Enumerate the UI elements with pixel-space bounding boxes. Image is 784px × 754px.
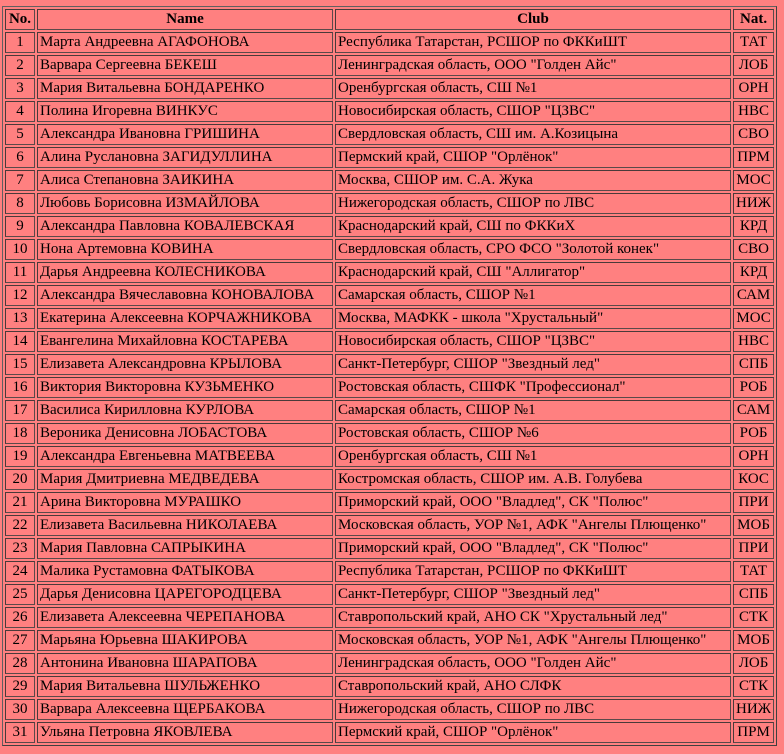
cell-no: 10 bbox=[5, 239, 35, 260]
cell-no: 20 bbox=[5, 469, 35, 490]
cell-club: Москва, МАФКК - школа "Хрустальный" bbox=[335, 308, 731, 329]
table-row bbox=[5, 584, 774, 605]
entries-table bbox=[2, 6, 777, 746]
cell-club: Ставропольский край, АНО СЛФК bbox=[335, 676, 731, 697]
cell-club: Нижегородская область, СШОР по ЛВС bbox=[335, 699, 731, 720]
cell-no: 12 bbox=[5, 285, 35, 306]
cell-no: 5 bbox=[5, 124, 35, 145]
cell-name: Елизавета Александровна КРЫЛОВА bbox=[37, 354, 333, 375]
cell-name: Мария Витальевна БОНДАРЕНКО bbox=[37, 78, 333, 99]
cell-name: Арина Викторовна МУРАШКО bbox=[37, 492, 333, 513]
table-row bbox=[5, 630, 774, 651]
cell-nat: СВО bbox=[733, 239, 774, 260]
cell-name: Дарья Денисовна ЦАРЕГОРОДЦЕВА bbox=[37, 584, 333, 605]
cell-nat: ТАТ bbox=[733, 32, 774, 53]
cell-name: Антонина Ивановна ШАРАПОВА bbox=[37, 653, 333, 674]
cell-no: 18 bbox=[5, 423, 35, 444]
cell-nat: КРД bbox=[733, 262, 774, 283]
cell-no: 31 bbox=[5, 722, 35, 743]
cell-no: 6 bbox=[5, 147, 35, 168]
cell-name: Мария Павловна САПРЫКИНА bbox=[37, 538, 333, 559]
cell-nat: СВО bbox=[733, 124, 774, 145]
cell-no: 21 bbox=[5, 492, 35, 513]
cell-club: Ростовская область, СШОР №6 bbox=[335, 423, 731, 444]
table-row bbox=[5, 515, 774, 536]
table-row bbox=[5, 469, 774, 490]
table-row bbox=[5, 147, 774, 168]
header-club: Club bbox=[335, 9, 731, 30]
cell-name: Елизавета Васильевна НИКОЛАЕВА bbox=[37, 515, 333, 536]
table-row bbox=[5, 492, 774, 513]
table-row bbox=[5, 262, 774, 283]
table-row bbox=[5, 32, 774, 53]
cell-no: 17 bbox=[5, 400, 35, 421]
cell-no: 24 bbox=[5, 561, 35, 582]
cell-club: Санкт-Петербург, СШОР "Звездный лед" bbox=[335, 354, 731, 375]
cell-name: Марьяна Юрьевна ШАКИРОВА bbox=[37, 630, 333, 651]
table-row bbox=[5, 561, 774, 582]
cell-no: 26 bbox=[5, 607, 35, 628]
cell-club: Московская область, УОР №1, АФК "Ангелы Плющенко" bbox=[335, 630, 731, 651]
cell-nat: РОБ bbox=[733, 377, 774, 398]
cell-club: Ростовская область, СШФК "Профессионал" bbox=[335, 377, 731, 398]
cell-name: Варвара Алексеевна ЩЕРБАКОВА bbox=[37, 699, 333, 720]
cell-club: Свердловская область, СРО ФСО "Золотой конек" bbox=[335, 239, 731, 260]
cell-name: Александра Евгеньевна МАТВЕЕВА bbox=[37, 446, 333, 467]
table-row bbox=[5, 676, 774, 697]
cell-nat: ОРН bbox=[733, 78, 774, 99]
cell-no: 9 bbox=[5, 216, 35, 237]
table-row bbox=[5, 653, 774, 674]
cell-club: Новосибирская область, СШОР "ЦЗВС" bbox=[335, 101, 731, 122]
cell-club: Костромская область, СШОР им. А.В. Голубева bbox=[335, 469, 731, 490]
cell-name: Екатерина Алексеевна КОРЧАЖНИКОВА bbox=[37, 308, 333, 329]
cell-no: 15 bbox=[5, 354, 35, 375]
cell-no: 16 bbox=[5, 377, 35, 398]
cell-name: Александра Вячеславовна КОНОВАЛОВА bbox=[37, 285, 333, 306]
table-header-row bbox=[5, 9, 774, 30]
cell-no: 27 bbox=[5, 630, 35, 651]
cell-nat: РОБ bbox=[733, 423, 774, 444]
cell-name: Алина Руслановна ЗАГИДУЛЛИНА bbox=[37, 147, 333, 168]
cell-nat: ПРИ bbox=[733, 538, 774, 559]
cell-nat: СПБ bbox=[733, 584, 774, 605]
cell-club: Самарская область, СШОР №1 bbox=[335, 400, 731, 421]
table-row bbox=[5, 308, 774, 329]
cell-nat: СТК bbox=[733, 607, 774, 628]
cell-name: Любовь Борисовна ИЗМАЙЛОВА bbox=[37, 193, 333, 214]
cell-no: 8 bbox=[5, 193, 35, 214]
cell-name: Виктория Викторовна КУЗЬМЕНКО bbox=[37, 377, 333, 398]
cell-nat: НВС bbox=[733, 101, 774, 122]
cell-club: Москва, СШОР им. С.А. Жука bbox=[335, 170, 731, 191]
header-name: Name bbox=[37, 9, 333, 30]
cell-club: Республика Татарстан, РСШОР по ФККиШТ bbox=[335, 32, 731, 53]
cell-club: Свердловская область, СШ им. А.Козицына bbox=[335, 124, 731, 145]
cell-club: Оренбургская область, СШ №1 bbox=[335, 446, 731, 467]
cell-club: Пермский край, СШОР "Орлёнок" bbox=[335, 722, 731, 743]
cell-nat: НВС bbox=[733, 331, 774, 352]
table-row bbox=[5, 78, 774, 99]
table-row bbox=[5, 55, 774, 76]
cell-no: 4 bbox=[5, 101, 35, 122]
table-row bbox=[5, 722, 774, 743]
table-row bbox=[5, 377, 774, 398]
cell-club: Приморский край, ООО "Владлед", СК "Полюс" bbox=[335, 538, 731, 559]
cell-no: 13 bbox=[5, 308, 35, 329]
cell-nat: ПРИ bbox=[733, 492, 774, 513]
cell-club: Приморский край, ООО "Владлед", СК "Полюс" bbox=[335, 492, 731, 513]
cell-nat: САМ bbox=[733, 285, 774, 306]
cell-club: Краснодарский край, СШ "Аллигатор" bbox=[335, 262, 731, 283]
cell-name: Малика Рустамовна ФАТЫКОВА bbox=[37, 561, 333, 582]
cell-name: Алиса Степановна ЗАИКИНА bbox=[37, 170, 333, 191]
cell-club: Пермский край, СШОР "Орлёнок" bbox=[335, 147, 731, 168]
cell-no: 11 bbox=[5, 262, 35, 283]
table-row bbox=[5, 170, 774, 191]
cell-no: 7 bbox=[5, 170, 35, 191]
table-row bbox=[5, 699, 774, 720]
cell-name: Варвара Сергеевна БЕКЕШ bbox=[37, 55, 333, 76]
cell-nat: НИЖ bbox=[733, 699, 774, 720]
cell-name: Марта Андреевна АГАФОНОВА bbox=[37, 32, 333, 53]
cell-name: Александра Павловна КОВАЛЕВСКАЯ bbox=[37, 216, 333, 237]
cell-nat: КРД bbox=[733, 216, 774, 237]
cell-nat: САМ bbox=[733, 400, 774, 421]
cell-no: 22 bbox=[5, 515, 35, 536]
cell-club: Нижегородская область, СШОР по ЛВС bbox=[335, 193, 731, 214]
cell-nat: ТАТ bbox=[733, 561, 774, 582]
cell-no: 2 bbox=[5, 55, 35, 76]
table-row bbox=[5, 354, 774, 375]
cell-nat: КОС bbox=[733, 469, 774, 490]
cell-no: 3 bbox=[5, 78, 35, 99]
header-no: No. bbox=[5, 9, 35, 30]
table-row bbox=[5, 331, 774, 352]
table-row bbox=[5, 101, 774, 122]
cell-nat: МОБ bbox=[733, 515, 774, 536]
table-row bbox=[5, 285, 774, 306]
cell-no: 23 bbox=[5, 538, 35, 559]
cell-name: Александра Ивановна ГРИШИНА bbox=[37, 124, 333, 145]
cell-no: 25 bbox=[5, 584, 35, 605]
cell-name: Елизавета Алексеевна ЧЕРЕПАНОВА bbox=[37, 607, 333, 628]
cell-name: Евангелина Михайловна КОСТАРЕВА bbox=[37, 331, 333, 352]
cell-club: Ставропольский край, АНО СК "Хрустальный лед" bbox=[335, 607, 731, 628]
table-row bbox=[5, 446, 774, 467]
cell-no: 1 bbox=[5, 32, 35, 53]
table-row bbox=[5, 607, 774, 628]
cell-nat: ПРМ bbox=[733, 147, 774, 168]
cell-nat: ЛОБ bbox=[733, 653, 774, 674]
cell-nat: ОРН bbox=[733, 446, 774, 467]
table-row bbox=[5, 239, 774, 260]
cell-no: 30 bbox=[5, 699, 35, 720]
cell-club: Краснодарский край, СШ по ФККиХ bbox=[335, 216, 731, 237]
cell-nat: СПБ bbox=[733, 354, 774, 375]
cell-name: Мария Витальевна ШУЛЬЖЕНКО bbox=[37, 676, 333, 697]
cell-no: 28 bbox=[5, 653, 35, 674]
cell-nat: НИЖ bbox=[733, 193, 774, 214]
table-row bbox=[5, 216, 774, 237]
cell-club: Ленинградская область, ООО "Голден Айс" bbox=[335, 653, 731, 674]
cell-club: Санкт-Петербург, СШОР "Звездный лед" bbox=[335, 584, 731, 605]
cell-club: Московская область, УОР №1, АФК "Ангелы Плющенко" bbox=[335, 515, 731, 536]
cell-nat: МОС bbox=[733, 308, 774, 329]
cell-no: 29 bbox=[5, 676, 35, 697]
cell-club: Оренбургская область, СШ №1 bbox=[335, 78, 731, 99]
cell-club: Ленинградская область, ООО "Голден Айс" bbox=[335, 55, 731, 76]
table-row bbox=[5, 124, 774, 145]
cell-club: Самарская область, СШОР №1 bbox=[335, 285, 731, 306]
table-row bbox=[5, 538, 774, 559]
cell-nat: ЛОБ bbox=[733, 55, 774, 76]
cell-nat: МОБ bbox=[733, 630, 774, 651]
table-row bbox=[5, 400, 774, 421]
cell-nat: ПРМ bbox=[733, 722, 774, 743]
cell-club: Республика Татарстан, РСШОР по ФККиШТ bbox=[335, 561, 731, 582]
cell-name: Василиса Кирилловна КУРЛОВА bbox=[37, 400, 333, 421]
cell-nat: МОС bbox=[733, 170, 774, 191]
header-nat: Nat. bbox=[733, 9, 774, 30]
cell-name: Ульяна Петровна ЯКОВЛЕВА bbox=[37, 722, 333, 743]
table-row bbox=[5, 423, 774, 444]
cell-no: 14 bbox=[5, 331, 35, 352]
cell-name: Полина Игоревна ВИНКУС bbox=[37, 101, 333, 122]
cell-name: Дарья Андреевна КОЛЕСНИКОВА bbox=[37, 262, 333, 283]
cell-no: 19 bbox=[5, 446, 35, 467]
cell-name: Вероника Денисовна ЛОБАСТОВА bbox=[37, 423, 333, 444]
cell-club: Новосибирская область, СШОР "ЦЗВС" bbox=[335, 331, 731, 352]
cell-name: Нона Артемовна КОВИНА bbox=[37, 239, 333, 260]
cell-name: Мария Дмитриевна МЕДВЕДЕВА bbox=[37, 469, 333, 490]
table-row bbox=[5, 193, 774, 214]
cell-nat: СТК bbox=[733, 676, 774, 697]
